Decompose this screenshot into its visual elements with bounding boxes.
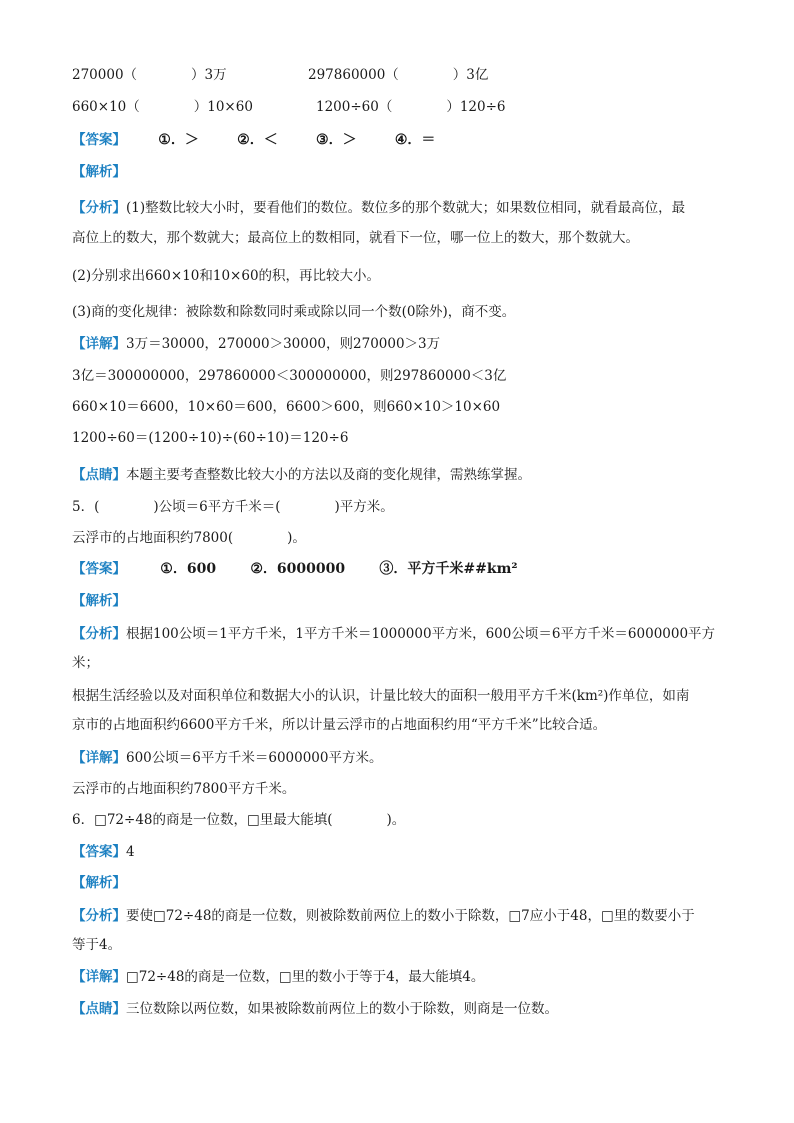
fenxi-tag: 【分析】 [72,200,126,216]
answer-tag: 【答案】 [72,844,126,860]
jiexi-tag: 【解析】 [72,593,126,609]
q5-xiangjie-line-1 [72,749,382,767]
q4-answer-3: ③．＞ [316,132,357,148]
q6-dianjing-text: 三位数除以两位数，如果被除数前两位上的数小于除数，则商是一位数。 [126,1001,558,1017]
q6-dianjing-line [72,1000,558,1018]
q5-fenxi-line-4: 京市的占地面积约6600平方千米，所以计量云浮市的占地面积约用“平方千米”比较合适。 [72,717,607,733]
q4-xiangjie-line-2: 3亿＝300000000，297860000＜300000000，则297860000＜3亿 [72,368,507,384]
q6-fenxi-line-2: 等于4。 [72,937,122,953]
q6-answer-row [72,843,135,861]
q6-answer: 4 [126,844,135,860]
q5-fenxi-line-1 [72,625,715,643]
q5-answer-1: ①．600 [160,561,217,577]
q4-row1-left: 270000（ ）3万 [72,67,227,83]
xiangjie-tag: 【详解】 [72,969,126,985]
xiangjie-tag: 【详解】 [72,336,126,352]
q5-fenxi-line-2: 米； [72,655,99,671]
q5-fenxi-text-1a: 根据100公顷＝1平方千米，1平方千米＝1000000平方米，600公顷＝6平方千米＝6000000平方 [126,626,716,642]
q4-xiangjie-line-4: 1200÷60＝(1200÷10)÷(60÷10)＝120÷6 [72,430,349,446]
q5-answer-2: ②．6000000 [250,561,346,577]
q5-answer-3: ③．平方千米##km² [379,561,518,577]
q5-xiangjie-line-2: 云浮市的占地面积约7800平方千米。 [72,781,296,797]
answer-tag: 【答案】 [72,561,126,577]
q4-answer-2: ②．＜ [237,132,278,148]
q4-fenxi-line-2: 高位上的数大，那个数就大；最高位上的数相同，就看下一位，哪一位上的数大，那个数就大。 [72,230,639,246]
answer-tag: 【答案】 [72,132,126,148]
q4-xiangjie-text-1: 3万＝30000，270000＞30000，则270000＞3万 [126,336,441,352]
q4-row1-right: 297860000（ ）3亿 [308,67,489,83]
q4-fenxi-line-3: (2)分别求出660×10和10×60的积，再比较大小。 [72,268,381,284]
q5-xiangjie-text-1: 600公顷＝6平方千米＝6000000平方米。 [126,750,383,766]
q4-answer-row [72,131,435,149]
dianjing-tag: 【点睛】 [72,467,126,483]
q4-dianjing-text: 本题主要考查整数比较大小的方法以及商的变化规律，需熟练掌握。 [126,467,531,483]
q4-fenxi-line-4: (3)商的变化规律：被除数和除数同时乘或除以同一个数(0除外)，商不变。 [72,304,516,320]
q5-fenxi-line-3: 根据生活经验以及对面积单位和数据大小的认识，计量比较大的面积一般用平方千米(km²)作单位，如南 [72,688,690,704]
q6-xiangjie-line [72,968,484,986]
q4-xiangjie-line-1 [72,335,440,353]
q6-jiexi-tag [72,874,126,892]
fenxi-tag: 【分析】 [72,908,126,924]
q4-row2-left: 660×10（ ）10×60 [72,99,253,115]
q5-stem-line-1: 5．( )公顷＝6平方千米＝( )平方米。 [72,499,394,515]
fenxi-tag: 【分析】 [72,626,126,642]
jiexi-tag: 【解析】 [72,875,126,891]
jiexi-tag: 【解析】 [72,164,126,180]
q4-fenxi-line-1 [72,199,685,217]
q4-answer-4: ④．＝ [394,132,436,148]
q6-fenxi-line-1 [72,907,695,925]
q5-answer-row [72,560,518,578]
q4-row2-right: 1200÷60（ ）120÷6 [316,99,506,115]
dianjing-tag: 【点睛】 [72,1001,126,1017]
q4-answer-1: ①．＞ [158,132,199,148]
q4-fenxi-text-1a: (1)整数比较大小时，要看他们的数位。数位多的那个数就大；如果数位相同，就看最高位，最 [126,200,686,216]
q4-jiexi-tag [72,163,126,181]
q6-fenxi-text-1a: 要使□72÷48的商是一位数，则被除数前两位上的数小于除数，□7应小于48，□里的数要小于 [126,908,695,924]
q4-dianjing-line [72,466,531,484]
q5-jiexi-tag [72,592,126,610]
q4-xiangjie-line-3: 660×10＝6600，10×60＝600，6600＞600，则660×10＞10×60 [72,399,501,415]
q5-stem-line-2: 云浮市的占地面积约7800( )。 [72,530,306,546]
q6-stem: 6．□72÷48的商是一位数，□里最大能填( )。 [72,812,406,828]
xiangjie-tag: 【详解】 [72,750,126,766]
q6-xiangjie-text: □72÷48的商是一位数，□里的数小于等于4，最大能填4。 [126,969,485,985]
